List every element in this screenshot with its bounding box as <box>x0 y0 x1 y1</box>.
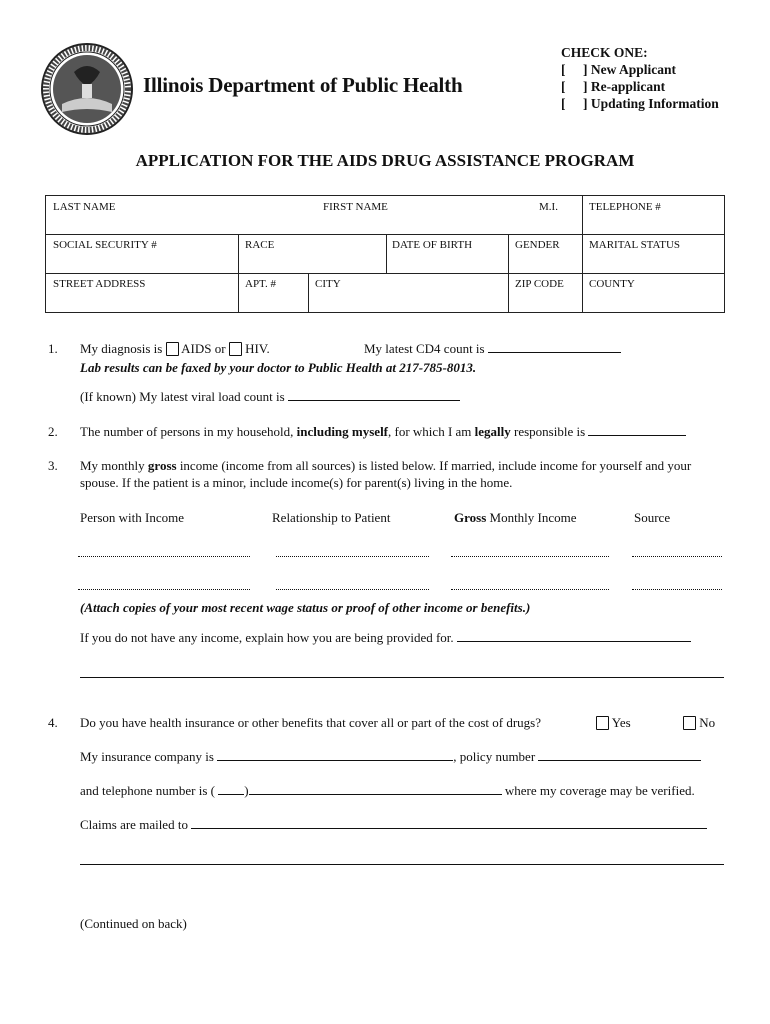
income-row2-source[interactable] <box>632 589 722 590</box>
check-one-title: CHECK ONE: <box>561 45 648 60</box>
state-seal-logo <box>40 42 134 136</box>
income-row1-source[interactable] <box>632 556 722 557</box>
no-income-field-line2[interactable] <box>80 677 724 678</box>
date-of-birth-field[interactable]: DATE OF BIRTH <box>392 239 473 251</box>
col-source: Source <box>634 510 671 525</box>
q4-question: Do you have health insurance or other benefits that cover all or part of the cost of drugs? <box>80 715 541 730</box>
cd4-count-line: My latest CD4 count is <box>364 341 621 357</box>
first-name-field[interactable]: FIRST NAME <box>323 201 388 213</box>
q2-number: 2. <box>48 424 58 439</box>
income-row1-amount[interactable] <box>451 556 609 557</box>
income-row1-relationship[interactable] <box>276 556 429 557</box>
income-row1-person[interactable] <box>78 556 250 557</box>
marital-status-field[interactable]: MARITAL STATUS <box>589 239 681 251</box>
hiv-checkbox[interactable] <box>229 342 242 356</box>
no-option: No <box>683 715 715 731</box>
insurance-company-field[interactable] <box>217 749 453 761</box>
claims-address-field[interactable] <box>191 817 707 829</box>
no-income-field[interactable] <box>457 630 691 642</box>
county-field[interactable]: COUNTY <box>589 278 635 290</box>
aids-checkbox[interactable] <box>166 342 179 356</box>
q4-number: 4. <box>48 715 58 730</box>
col-person-with-income: Person with Income <box>80 510 184 525</box>
q2-household-line: The number of persons in my household, including myself, for which I am legally responsible is <box>80 424 686 440</box>
applicant-info-grid <box>45 195 725 313</box>
option-re-applicant[interactable]: [ ] Re-applicant <box>561 79 666 94</box>
income-row2-relationship[interactable] <box>276 589 429 590</box>
claims-address-line2[interactable] <box>80 864 724 865</box>
col-relationship: Relationship to Patient <box>272 510 391 525</box>
middle-initial-field[interactable]: M.I. <box>539 201 558 213</box>
form-title: APPLICATION FOR THE AIDS DRUG ASSISTANCE PROGRAM <box>135 151 635 170</box>
phone-area-code-field[interactable] <box>218 783 244 795</box>
last-name-field[interactable]: LAST NAME <box>53 201 116 213</box>
insurance-phone-line: and telephone number is ( ) where my coverage may be verified. <box>80 783 695 798</box>
income-row2-person[interactable] <box>78 589 250 590</box>
col-gross-monthly-income: Gross Monthly Income <box>454 510 577 525</box>
continued-note: (Continued on back) <box>80 916 187 931</box>
no-checkbox[interactable] <box>683 716 696 730</box>
insurance-phone-field[interactable] <box>249 783 502 795</box>
attach-note: (Attach copies of your most recent wage status or proof of other income or benefits.) <box>80 600 531 615</box>
cd4-count-field[interactable] <box>488 341 621 353</box>
gender-field[interactable]: GENDER <box>515 239 560 251</box>
city-field[interactable]: CITY <box>315 278 341 290</box>
q1-number: 1. <box>48 341 58 356</box>
option-new-applicant[interactable]: [ ] New Applicant <box>561 62 677 77</box>
household-count-field[interactable] <box>588 424 686 436</box>
yes-option: Yes <box>596 715 631 731</box>
no-income-line: If you do not have any income, explain how you are being provided for. <box>80 630 691 646</box>
race-field[interactable]: RACE <box>245 239 275 251</box>
q3-line2: spouse. If the patient is a minor, include income(s) for parent(s) living in the home. <box>80 475 513 490</box>
q3-number: 3. <box>48 458 58 473</box>
fax-note: Lab results can be faxed by your doctor to Public Health at 217-785-8013. <box>80 360 477 375</box>
apt-field[interactable]: APT. # <box>245 278 276 290</box>
viral-load-field[interactable] <box>288 389 460 401</box>
street-address-field[interactable]: STREET ADDRESS <box>53 278 146 290</box>
q1-diagnosis-line: My diagnosis is AIDS or HIV. <box>80 341 270 356</box>
department-name: Illinois Department of Public Health <box>143 73 463 97</box>
ssn-field[interactable]: SOCIAL SECURITY # <box>53 239 157 251</box>
claims-line: Claims are mailed to <box>80 817 707 833</box>
insurance-company-line: My insurance company is , policy number <box>80 749 701 765</box>
check-one-box <box>561 44 719 112</box>
zip-code-field[interactable]: ZIP CODE <box>515 278 564 290</box>
yes-checkbox[interactable] <box>596 716 609 730</box>
telephone-field[interactable]: TELEPHONE # <box>589 201 661 213</box>
policy-number-field[interactable] <box>538 749 701 761</box>
q3-line1: My monthly gross income (income from all sources) is listed below. If married, include income for yourself and your <box>80 458 692 473</box>
option-updating-information[interactable]: [ ] Updating Information <box>561 96 719 111</box>
viral-load-line: (If known) My latest viral load count is <box>80 389 460 405</box>
income-row2-amount[interactable] <box>451 589 609 590</box>
